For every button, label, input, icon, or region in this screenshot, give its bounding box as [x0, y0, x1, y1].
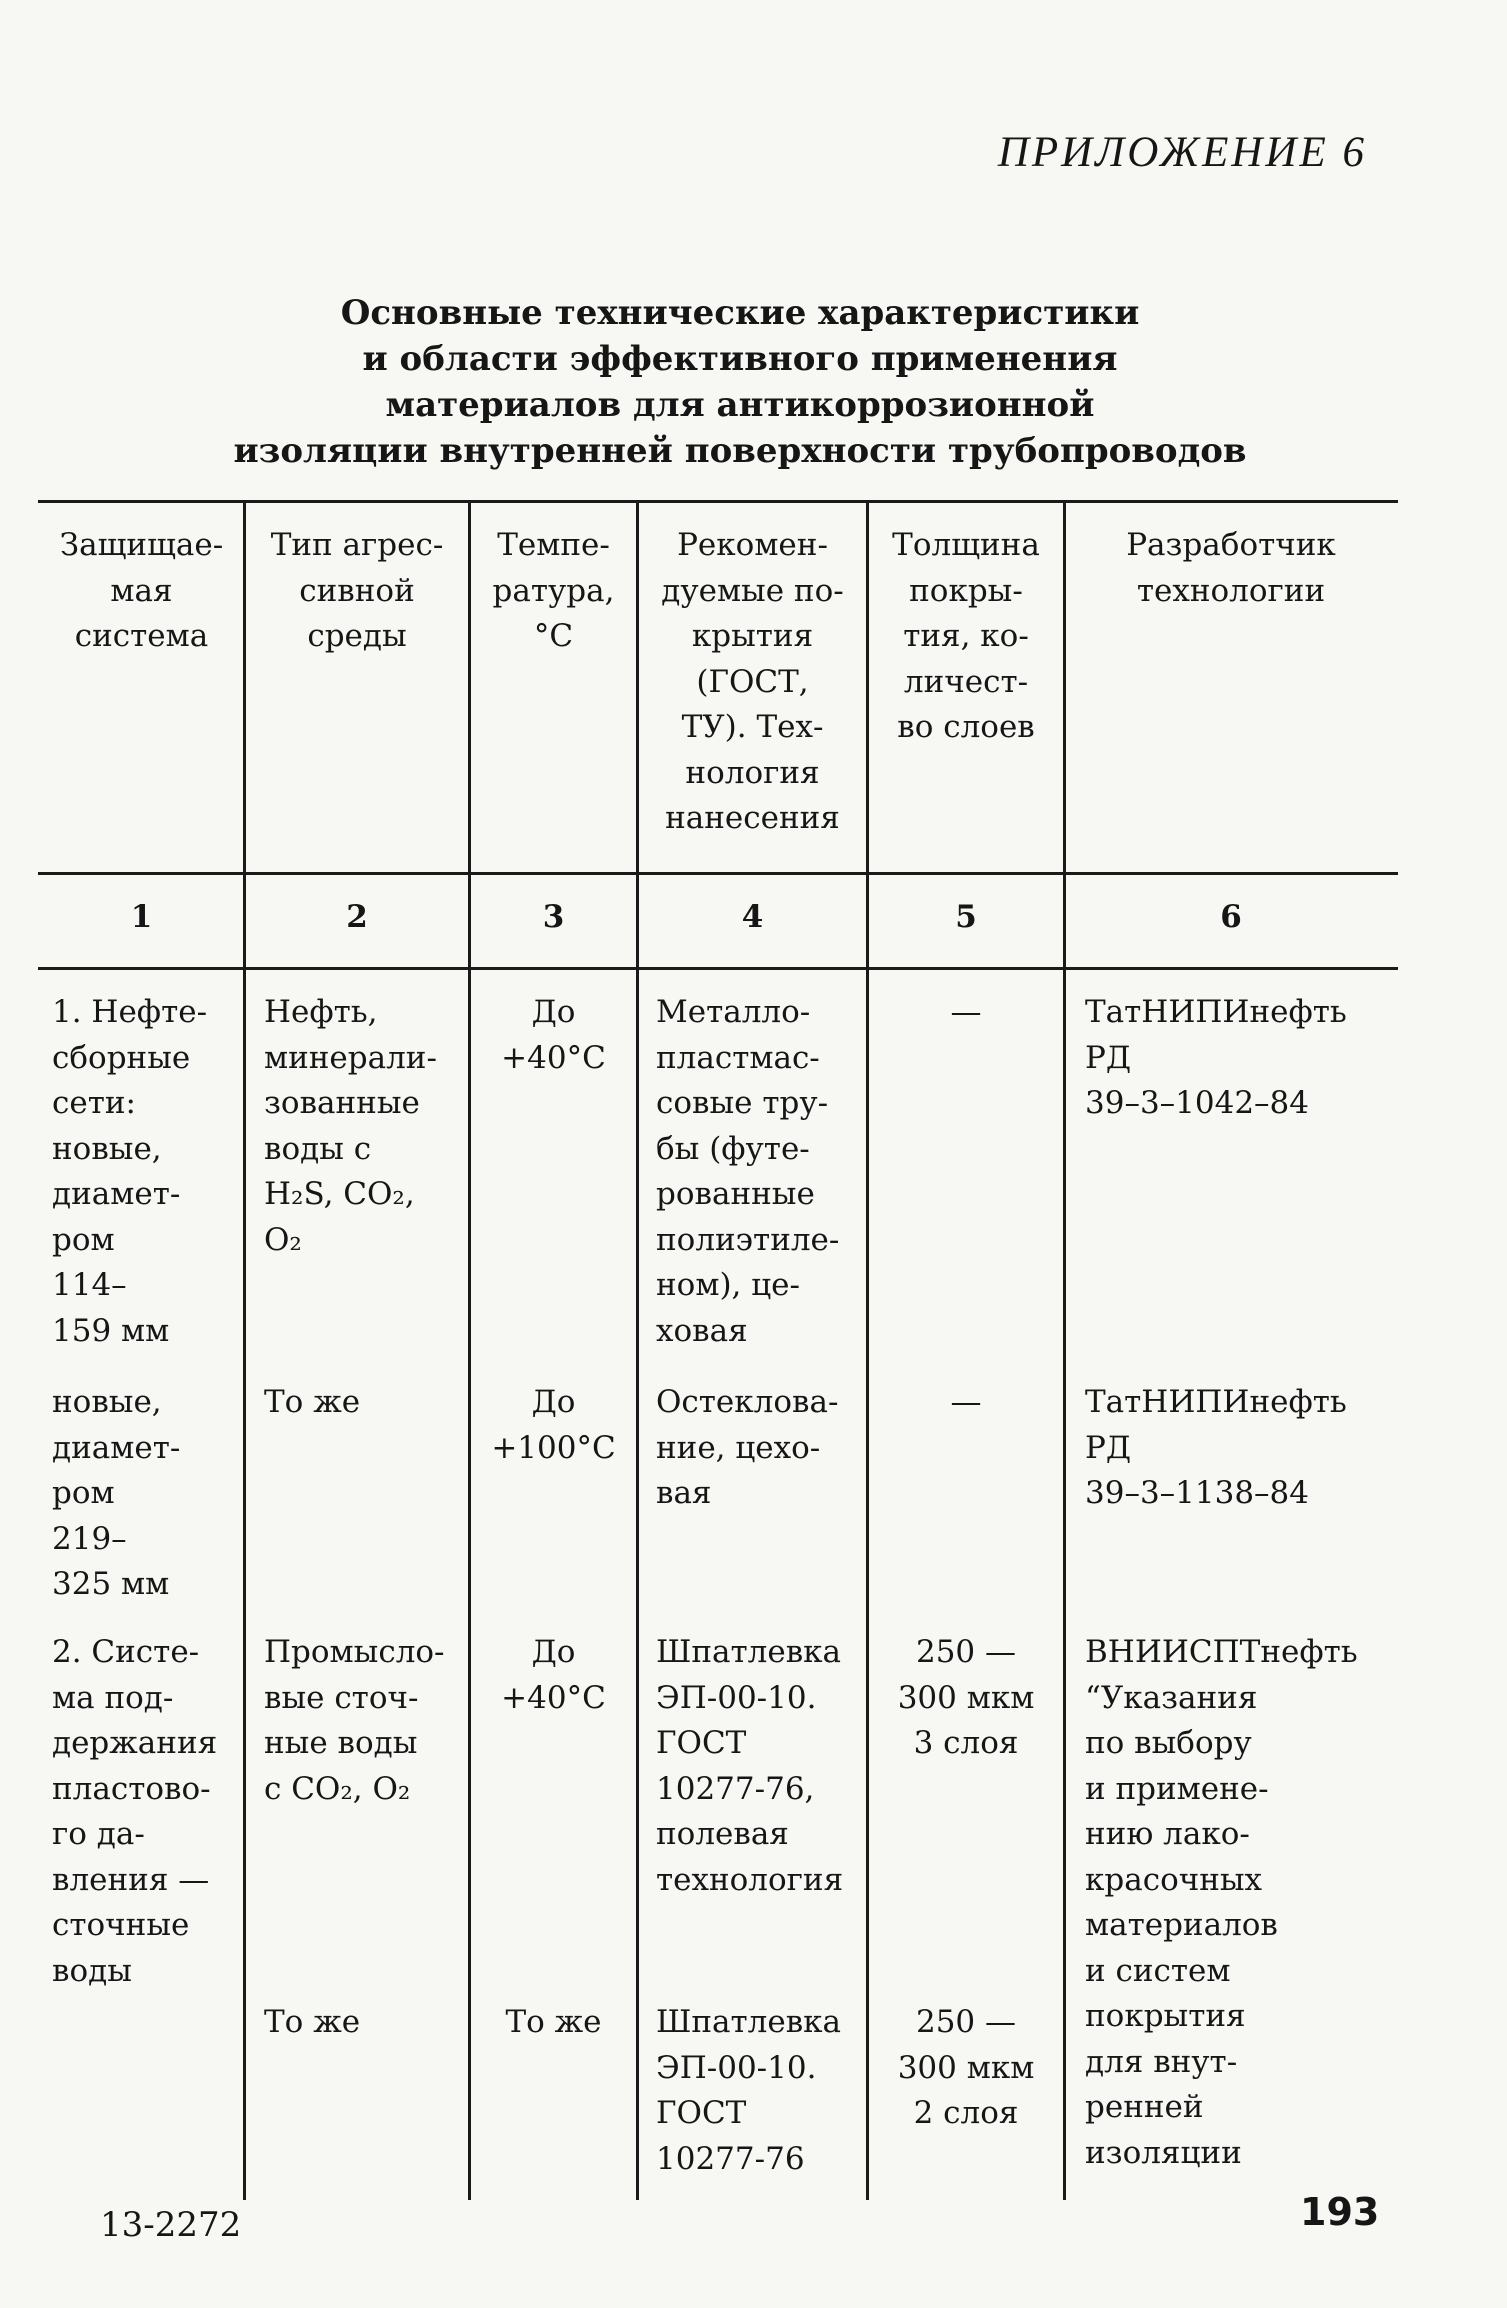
row2-medium: То же: [264, 1384, 361, 1420]
column-number-2: 2: [346, 899, 368, 935]
column-divider-4: [866, 500, 869, 2200]
title-line-3: материалов для антикоррозионной: [385, 385, 1095, 425]
row1-coating: Металло- пластмас- совые тру- бы (футе- рованные полиэтиле- ном), це- ховая: [656, 994, 840, 1349]
row1-medium: Нефть, минерали- зованные воды с H₂S, CO₂, O₂: [264, 994, 437, 1258]
title-line-4: изоляции внутренней поверхности трубопроводов: [233, 431, 1247, 471]
header-developer: Разработчик технологии: [1126, 527, 1336, 609]
appendix-label: ПРИЛОЖЕНИЕ 6: [997, 129, 1367, 176]
document-title: [180, 290, 1300, 474]
header-temperature: Темпе- ратура, °С: [492, 527, 615, 654]
row3-system: 2. Систе- ма под- держания пластово- го да- вления — сточные воды: [52, 1634, 218, 1989]
numbers-bottom-rule: [38, 967, 1398, 970]
row2-system: новые, диамет- ром 219– 325 мм: [52, 1384, 181, 1602]
header-protected-system: Защищае- мая система: [59, 527, 224, 654]
row3-thickness: 250 — 300 мкм 3 слоя: [897, 1634, 1035, 1761]
header-bottom-rule: [38, 872, 1398, 875]
column-divider-1: [243, 500, 246, 2200]
row4-medium: То же: [264, 2004, 361, 2040]
row2-coating: Остеклова- ние, цехо- вая: [656, 1384, 839, 1511]
row2-temperature: До +100°С: [491, 1384, 616, 1466]
row1-developer: ТатНИПИнефть РД 39–3–1042–84: [1085, 994, 1347, 1121]
page-number: 193: [1300, 2190, 1380, 2234]
column-divider-5: [1063, 500, 1066, 2200]
row3-temperature: До +40°С: [501, 1634, 606, 1716]
row1-system: 1. Нефте- сборные сети: новые, диамет- ром 114– 159 мм: [52, 994, 208, 1349]
column-divider-2: [468, 500, 471, 2200]
column-number-6: 6: [1220, 899, 1242, 935]
row3-coating: Шпатлевка ЭП-00-10. ГОСТ 10277-76, полевая технология: [656, 1634, 844, 1898]
title-line-2: и области эффективного применения: [362, 339, 1118, 379]
row2-thickness: —: [950, 1384, 982, 1420]
column-number-4: 4: [741, 899, 764, 935]
row4-coating: Шпатлевка ЭП-00-10. ГОСТ 10277-76: [656, 2004, 842, 2177]
print-code: 13-2272: [100, 2205, 242, 2245]
row3-medium: Промысло- вые сточ- ные воды с CO₂, O₂: [264, 1634, 445, 1807]
column-number-3: 3: [542, 899, 565, 935]
header-medium-type: Тип агрес- сивной среды: [270, 527, 444, 654]
title-line-1: Основные технические характеристики: [340, 293, 1140, 333]
row2-developer: ТатНИПИнефть РД 39–3–1138–84: [1085, 1384, 1347, 1511]
row1-temperature: До +40°С: [501, 994, 606, 1076]
column-number-1: 1: [130, 899, 153, 935]
header-coatings: Рекомен- дуемые по- крытия (ГОСТ, ТУ). Тех- нология нанесения: [661, 527, 844, 836]
row1-thickness: —: [950, 994, 982, 1030]
row3-developer: ВНИИСПТнефть “Указания по выбору и примене- нию лако- красочных материалов и систем покрытия для внут- ренней изоляции: [1085, 1634, 1358, 2171]
row4-temperature: То же: [505, 2004, 602, 2040]
table-top-rule: [38, 500, 1398, 503]
header-thickness: Толщина покры- тия, ко- личест- во слоев: [892, 527, 1040, 745]
column-number-5: 5: [955, 899, 977, 935]
row4-thickness: 250 — 300 мкм 2 слоя: [897, 2004, 1035, 2131]
